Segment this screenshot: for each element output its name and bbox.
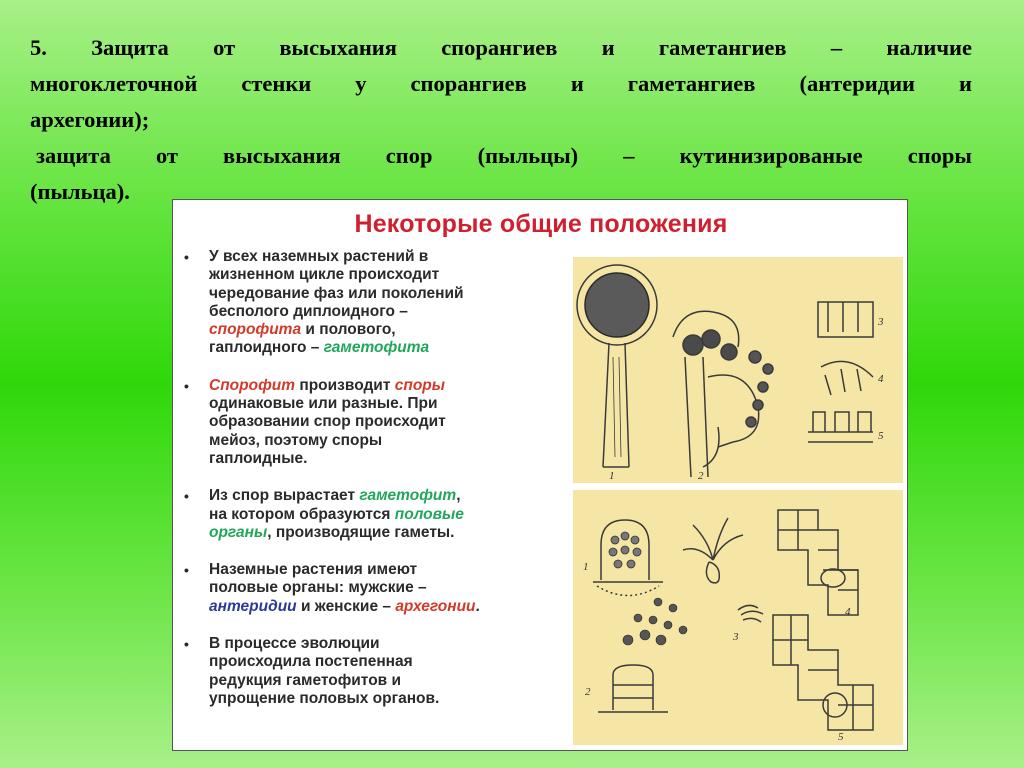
- figure-number: 4: [878, 373, 884, 385]
- bullet-item: • Спорофит производит споры одинаковые или разные. При образовании спор происходит мейоз, поэтому споры гаплоидные.: [184, 376, 446, 467]
- figure-number: 2: [585, 686, 591, 698]
- sporangia-drawing: [573, 257, 903, 483]
- slide-text-line: архегонии);: [30, 107, 150, 132]
- term-antheridia: антеридии: [209, 597, 297, 615]
- figure-number: 3: [878, 316, 884, 328]
- bullet-item: • У всех наземных растений в жизненном цикле происходит чередование фаз или поколений бесполого диплоидного – спорофита и полового, гаплоидного – гаметофита: [184, 248, 464, 357]
- term-sporophyte: Спорофит: [209, 376, 296, 394]
- term-sporophyte: спорофита: [209, 321, 302, 339]
- term-sex-organs: половые: [394, 505, 464, 523]
- bullet-marker: •: [184, 249, 189, 265]
- panel-title: Некоторые общие положения: [354, 210, 728, 238]
- bullet-marker: •: [184, 636, 189, 653]
- slide-text-line: 5. Защита от высыхания спорангиев и гаметангиев – наличие: [30, 35, 972, 60]
- term-gametophyte: гаметофит: [359, 487, 457, 505]
- summary-panel: [172, 199, 908, 751]
- bullet-marker: •: [184, 562, 189, 579]
- slide-text: [30, 30, 972, 210]
- figure-number: 5: [838, 731, 844, 743]
- figure-number: 3: [733, 631, 739, 643]
- slide-text-line: защита от высыхания спор (пыльцы) – кутинизированые споры: [36, 143, 972, 168]
- figure-number: 1: [583, 561, 589, 573]
- slide-text-line: (пыльца).: [30, 179, 130, 204]
- term-sex-organs: органы: [209, 523, 268, 541]
- bullet-item: • Наземные растения имеют половые органы: мужские – антеридии и женские – архегонии.: [184, 561, 480, 615]
- bullet-item: • Из спор вырастает гаметофит, на котором образуются половые органы, производящие гаметы.: [184, 487, 464, 541]
- figure-number: 1: [609, 470, 615, 482]
- bullet-list: [181, 248, 571, 727]
- bullet-item: • В процессе эволюции происходила постепенная редукция гаметофитов и упрощение половых органов.: [184, 635, 440, 707]
- sporangia-illustration: [573, 257, 903, 483]
- bullet-marker: •: [184, 377, 189, 394]
- term-spores: споры: [394, 376, 445, 394]
- gametangia-illustration: [573, 490, 903, 745]
- figure-number: 4: [845, 606, 851, 618]
- gametangia-drawing: [573, 490, 903, 745]
- slide-text-line: многоклеточной стенки у спорангиев и гаметангиев (антеридии и: [30, 71, 972, 96]
- term-archegonia: архегонии: [395, 597, 476, 615]
- term-gametophyte: гаметофита: [323, 339, 430, 357]
- bullet-marker: •: [184, 488, 189, 505]
- figure-number: 2: [698, 470, 704, 482]
- figure-number: 5: [878, 430, 884, 442]
